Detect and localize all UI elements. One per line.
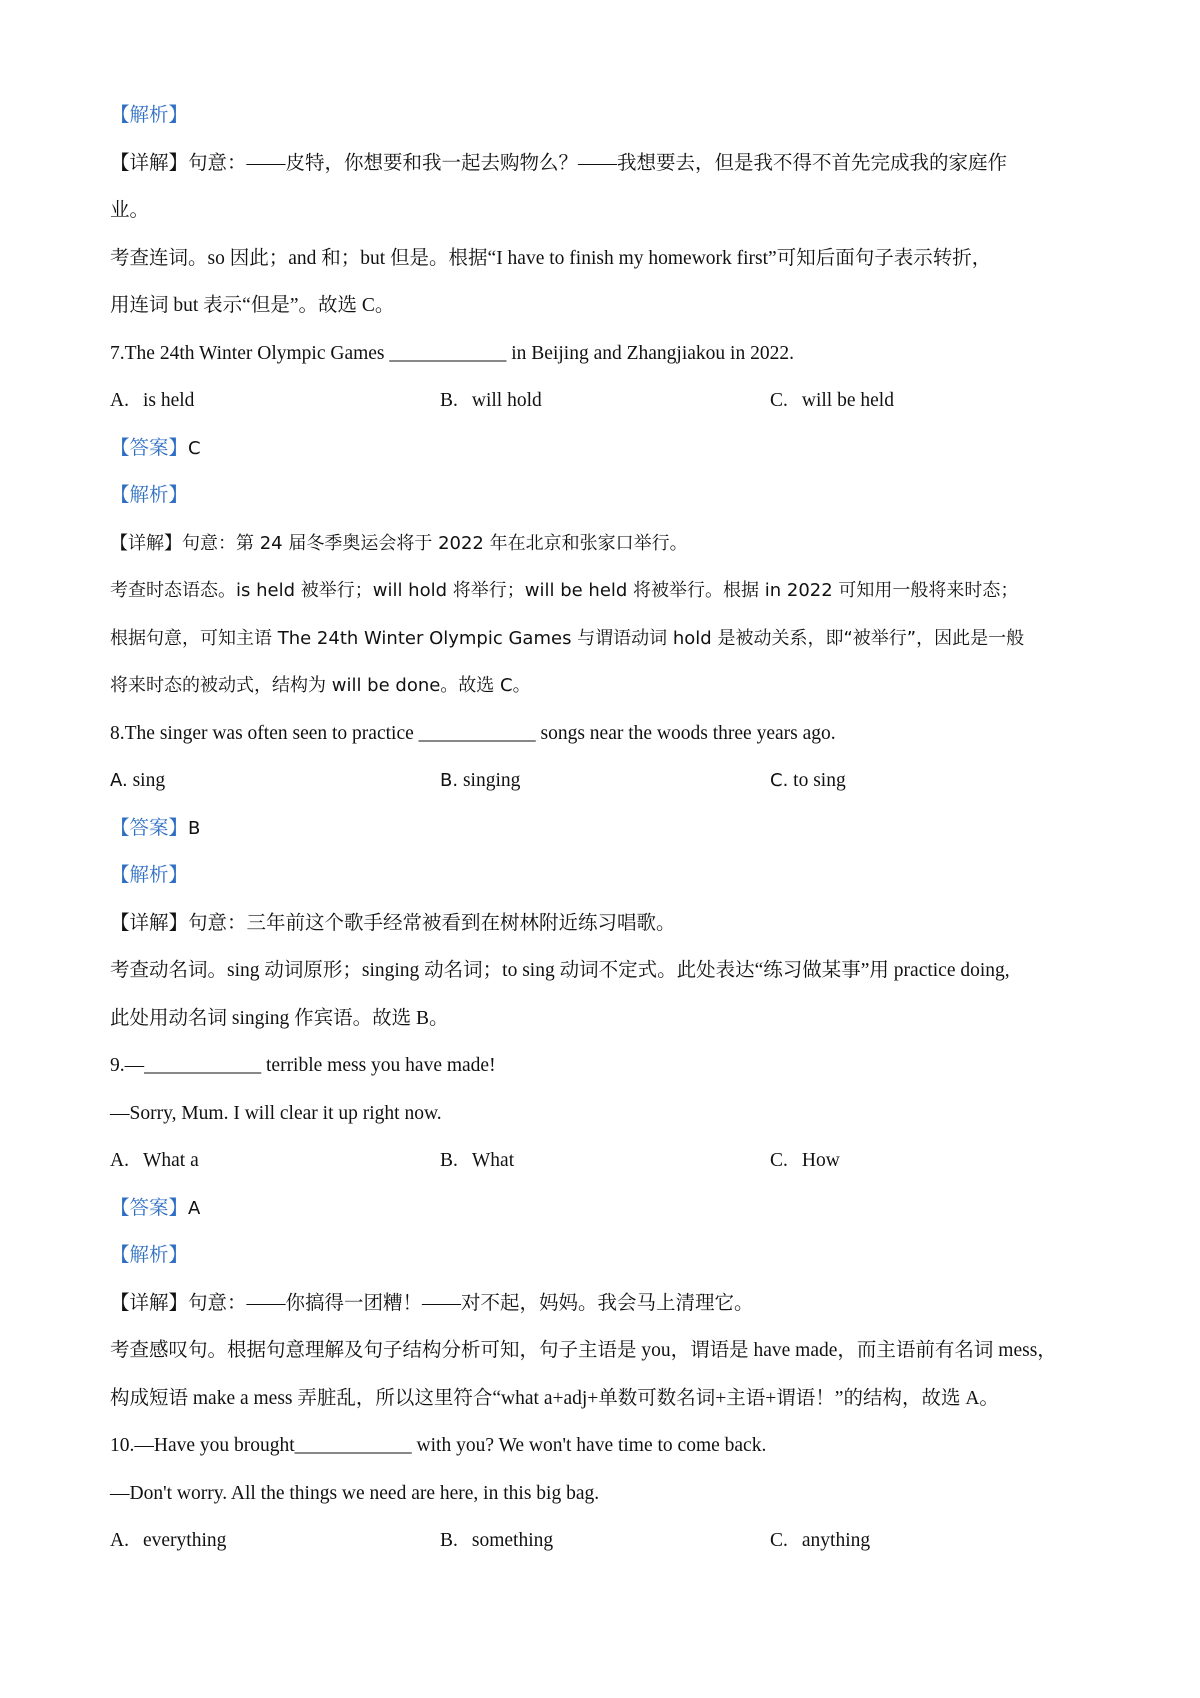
q10-stem-1: 10.—Have you brought____________ with you? We won't have time to come back. xyxy=(110,1435,767,1456)
q7-explanation-line-3: 将来时态的被动式，结构为 will be done。故选 C。 xyxy=(110,675,531,696)
q7-detail-text: 句意：第 24 届冬季奥运会将于 2022 年在北京和张家口举行。 xyxy=(182,532,688,554)
q9-stem-1: 9.—____________ terrible mess you have made! xyxy=(110,1055,496,1076)
q7-explanation-line-1: 考查时态语态。is held 被举行；will hold 将举行；will be held 将被举行。根据 in 2022 可知用一般将来时态； xyxy=(110,580,1019,601)
q10-stem-2: —Don't worry. All the things we need are here, in this big bag. xyxy=(110,1482,600,1504)
q10-options xyxy=(110,1517,1100,1565)
q9-explanation-line-2: 构成短语 make a mess 弄脏乱，所以这里符合“what a+adj+单数可数名词+主语+谓语！”的结构，故选 A。 xyxy=(110,1387,999,1409)
q8-detail-line xyxy=(110,900,1100,948)
q7-analysis-line xyxy=(110,472,1100,520)
q8-explanation-line-2: 此处用动名词 singing 作宾语。故选 B。 xyxy=(110,1007,449,1029)
q10-option-b: B. something xyxy=(440,1530,554,1551)
analysis-label: 【解析】 xyxy=(110,485,189,506)
answer-label: 【答案】 xyxy=(110,817,189,839)
q9-explanation-line-1: 考查感叹句。根据句意理解及句子结构分析可知，句子主语是 you，谓语是 have made，而主语前有名词 mess， xyxy=(110,1340,1057,1361)
q8-option-b: B. singing xyxy=(440,770,521,791)
analysis-label: 【解析】 xyxy=(110,865,189,886)
q6-detail-text: 句意：——皮特，你想要和我一起去购物么？——我想要去，但是我不得不首先完成我的家庭作 xyxy=(188,152,1008,174)
q9-detail-text: 句意：——你搞得一团糟！——对不起，妈妈。我会马上清理它。 xyxy=(188,1292,754,1314)
detail-label: 【详解】 xyxy=(110,912,189,934)
answer-label: 【答案】 xyxy=(110,437,189,459)
q9-analysis-line xyxy=(110,1232,1100,1280)
q7-detail-line xyxy=(110,520,1100,568)
detail-label: 【详解】 xyxy=(110,1292,189,1314)
q7-stem: 7.The 24th Winter Olympic Games ____________ in Beijing and Zhangjiakou in 2022. xyxy=(110,342,794,364)
q10-option-a: A. everything xyxy=(110,1530,227,1551)
q9-option-b: B. What xyxy=(440,1150,515,1171)
q7-options xyxy=(110,377,1100,425)
q8-analysis-line xyxy=(110,852,1100,900)
q8-explanation-line-1: 考查动名词。sing 动词原形；singing 动名词；to sing 动词不定式。此处表达“练习做某事”用 practice doing, xyxy=(110,960,1010,981)
q8-answer: B xyxy=(188,817,201,839)
q9-stem-2: —Sorry, Mum. I will clear it up right now. xyxy=(110,1102,442,1124)
answer-label: 【答案】 xyxy=(110,1197,189,1219)
q8-detail-text: 句意：三年前这个歌手经常被看到在树林附近练习唱歌。 xyxy=(188,912,676,934)
detail-label: 【详解】 xyxy=(110,152,189,174)
q6-detail-continued: 业。 xyxy=(110,200,150,221)
q6-detail-line xyxy=(110,140,1100,188)
analysis-label: 【解析】 xyxy=(110,105,189,126)
q7-answer-line xyxy=(110,425,1100,473)
q10-option-c: C. anything xyxy=(770,1530,871,1551)
q8-answer-line xyxy=(110,805,1100,853)
q7-option-a: A. is held xyxy=(110,390,195,411)
q9-answer-line xyxy=(110,1185,1100,1233)
q8-stem: 8.The singer was often seen to practice ____________ songs near the woods three years ago. xyxy=(110,722,836,744)
q8-option-c: C. to sing xyxy=(770,770,846,791)
q9-detail-line xyxy=(110,1280,1100,1328)
q9-options xyxy=(110,1137,1100,1185)
q6-explanation-line-2: 用连词 but 表示“但是”。故选 C。 xyxy=(110,295,395,316)
analysis-label: 【解析】 xyxy=(110,1245,189,1266)
document-page xyxy=(110,92,1100,1565)
q9-answer: A xyxy=(188,1197,201,1219)
q9-option-c: C. How xyxy=(770,1150,840,1171)
q7-answer: C xyxy=(188,437,201,459)
q6-explanation-line-1: 考查连词。so 因此；and 和；but 但是。根据“I have to finish my homework first”可知后面句子表示转折， xyxy=(110,247,992,269)
q7-option-b: B. will hold xyxy=(440,390,542,411)
detail-label: 【详解】 xyxy=(110,532,182,554)
q6-analysis-line xyxy=(110,92,1100,140)
q7-explanation-line-2: 根据句意，可知主语 The 24th Winter Olympic Games 与谓语动词 hold 是被动关系，即“被举行”，因此是一般 xyxy=(110,627,1025,649)
q7-option-c: C. will be held xyxy=(770,390,894,411)
q8-option-a: A. sing xyxy=(110,770,166,791)
q8-options xyxy=(110,757,1100,805)
q9-option-a: A. What a xyxy=(110,1150,199,1171)
